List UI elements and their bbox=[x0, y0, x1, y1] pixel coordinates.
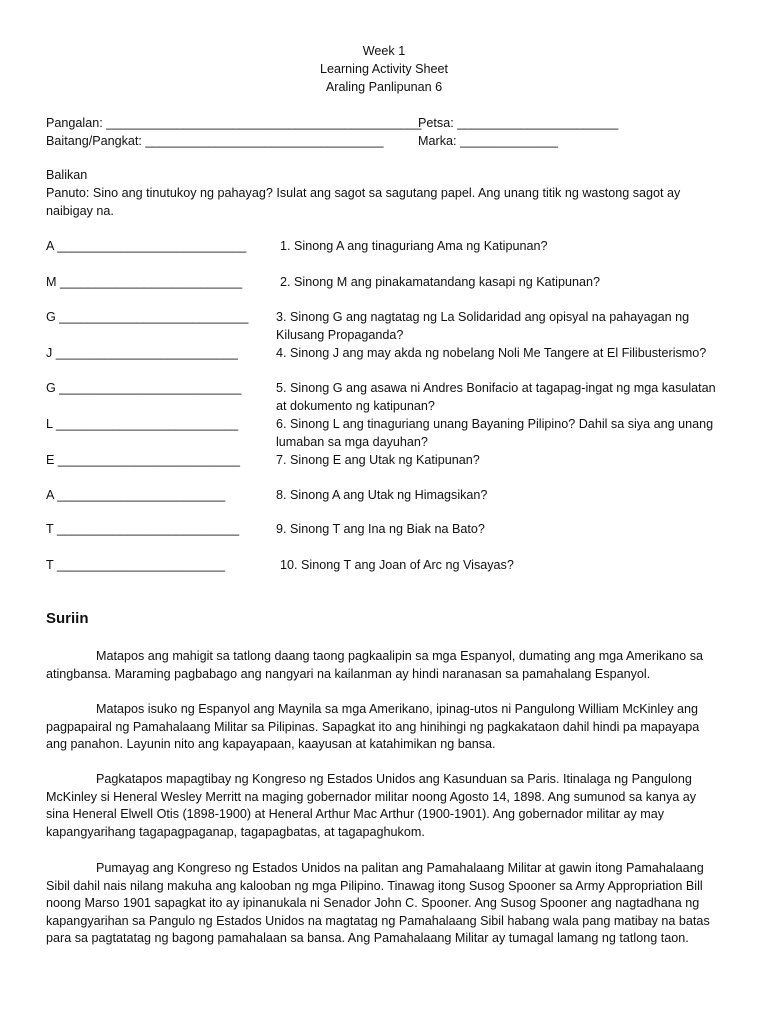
suriin-paragraph-2-text: Matapos isuko ng Espanyol ang Maynila sa mga Amerikano, ipinag-utos ni Pangulong William McKinley ang pagpapairal ng Pamahalaang Militar sa Pilipinas. Sapagkat ito ang hinihingi ng pagkakataon dahil hindi pa mapayapa ang panahon. Layunin nito ang kapayapaan, kaayusan at katahimikan ng bansa. bbox=[46, 702, 700, 752]
subject-title: Araling Panlipunan 6 bbox=[325, 80, 443, 94]
answer-line-8: A ________________________ bbox=[46, 488, 226, 502]
answer-line-9: T __________________________ bbox=[46, 522, 240, 536]
answer-line-4: J __________________________ bbox=[46, 346, 238, 360]
week-label: Week 1 bbox=[362, 44, 406, 58]
suriin-paragraph-1 bbox=[46, 648, 716, 683]
answer-line-6: L __________________________ bbox=[46, 417, 239, 431]
question-6: 6. Sinong L ang tinaguriang unang Bayaning Pilipino? Dahil sa siya ang unang lumaban sa mga dayuhan? bbox=[276, 417, 714, 449]
question-10: 10. Sinong T ang Joan of Arc ng Visayas? bbox=[280, 558, 514, 572]
balikan-instruction: Panuto: Sino ang tinutukoy ng pahayag? Isulat ang sagot sa sagutang papel. Ang unang titik ng wastong sagot ay naibigay na. bbox=[46, 186, 681, 218]
question-3: 3. Sinong G ang nagtatag ng La Solidaridad ang opisyal na pahayagan ng Kilusang Propaganda? bbox=[276, 310, 690, 342]
answer-line-7: E __________________________ bbox=[46, 453, 241, 467]
balikan-heading: Balikan bbox=[46, 168, 88, 182]
baitang-pangkat-field: Baitang/Pangkat: __________________________________ bbox=[46, 134, 384, 148]
question-4: 4. Sinong J ang may akda ng nobelang Noli Me Tangere at El Filibusterismo? bbox=[276, 346, 707, 360]
suriin-paragraph-4-text: Pumayag ang Kongreso ng Estados Unidos na palitan ang Pamahalaang Militar at gawin itong Pamahalaang Sibil dahil nais nilang makuha ang kalooban ng mga Pilipino. Tinawag itong Susog Spooner sa Army Appropriation Bill noong Marso 1901 sapagkat ito ay ipinanukala ni Senador John C. Spooner. Ang Susog Spooner ang nagtadhana ng kapangyarihan sa Pangulo ng Estados Unidos na magtatag ng Pamahalaang Sibil habang wala pang matibay na batas para sa pagtatatag ng bagong pamahalaan sa bansa. Ang Pamahalaang Militar ay tumagal lamang ng tatlong taon. bbox=[46, 861, 710, 946]
sheet-title: Learning Activity Sheet bbox=[319, 62, 449, 76]
suriin-heading: Suriin bbox=[46, 610, 89, 627]
question-5: 5. Sinong G ang asawa ni Andres Bonifacio at tagapag-ingat ng mga kasulatan at dokumento ng katipunan? bbox=[276, 381, 716, 413]
answer-line-3: G ___________________________ bbox=[46, 310, 249, 324]
pangalan-field: Pangalan: _____________________________________________ bbox=[46, 116, 422, 130]
answer-line-1: A ___________________________ bbox=[46, 239, 247, 253]
answer-line-10: T ________________________ bbox=[46, 558, 226, 572]
question-9: 9. Sinong T ang Ina ng Biak na Bato? bbox=[276, 522, 485, 536]
question-8: 8. Sinong A ang Utak ng Himagsikan? bbox=[276, 488, 488, 502]
suriin-paragraph-3 bbox=[46, 771, 716, 841]
suriin-paragraph-4 bbox=[46, 860, 716, 948]
question-1: 1. Sinong A ang tinaguriang Ama ng Katipunan? bbox=[280, 239, 548, 253]
question-2: 2. Sinong M ang pinakamatandang kasapi ng Katipunan? bbox=[280, 275, 600, 289]
petsa-field: Petsa: _______________________ bbox=[418, 116, 619, 130]
answer-line-2: M __________________________ bbox=[46, 275, 243, 289]
suriin-paragraph-1-text: Matapos ang mahigit sa tatlong daang taong pagkaalipin sa mga Espanyol, dumating ang mga Amerikano sa atingbansa. Maraming pagbabago ang nangyari na kailanman ay hindi naranasan sa pamahalang Espanyol. bbox=[46, 649, 703, 681]
suriin-paragraph-3-text: Pagkatapos mapagtibay ng Kongreso ng Estados Unidos ang Kasunduan sa Paris. Itinalaga ng Pangulong McKinley si Heneral Wesley Merritt na maging gobernador militar noong Agosto 14, 1898. Ang sumunod sa kanya ay sina Heneral Elwell Otis (1898-1900) at Heneral Arthur Mac Arthur (1900-1901). Ang gobernador militar ay may kapangyarihang tagapagpaganap, tagapagbatas, at tagapaghukom. bbox=[46, 772, 697, 839]
question-7: 7. Sinong E ang Utak ng Katipunan? bbox=[276, 453, 480, 467]
suriin-paragraph-2 bbox=[46, 701, 716, 754]
answer-line-5: G __________________________ bbox=[46, 381, 242, 395]
marka-field: Marka: ______________ bbox=[418, 134, 559, 148]
